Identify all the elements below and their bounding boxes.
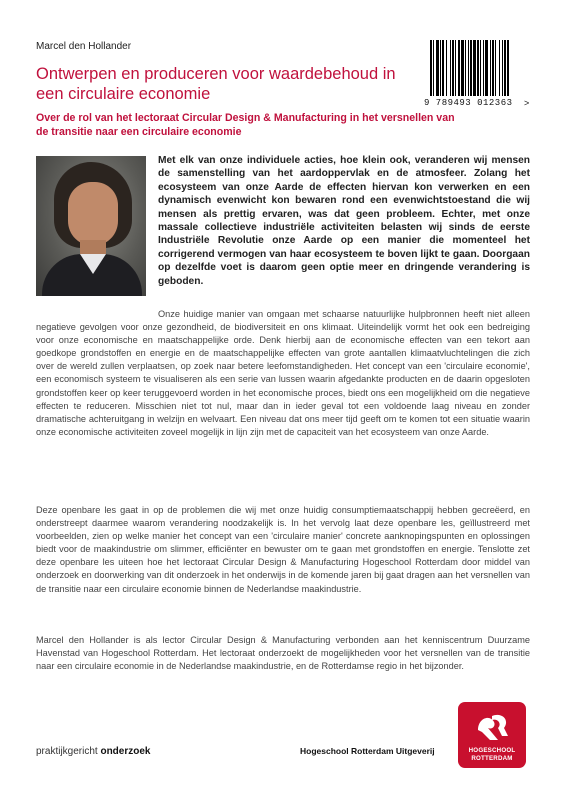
barcode-bar xyxy=(504,40,506,96)
barcode-bar xyxy=(430,40,432,96)
barcode-bar xyxy=(433,40,434,96)
logo-line-1: HOGESCHOOL xyxy=(468,747,516,754)
barcode-bar xyxy=(477,40,479,96)
tagline-light: praktijkgericht xyxy=(36,746,101,757)
barcode-bar xyxy=(442,40,444,96)
barcode-bar xyxy=(485,40,488,96)
barcode-bar xyxy=(480,40,481,96)
tagline-bold: onderzoek xyxy=(100,746,151,757)
body-paragraph-3: Marcel den Hollander is als lector Circular Design & Manufacturing verbonden aan het kenniscentrum Duurzame Havenstad van Hogeschool Rotterdam. Het lectoraat onderzoekt de mogelijkheden voor het versnellen van de transitie naar een circulaire economie in de Nederlandse maakindustrie, en de Rotterdamse regio in het bijzonder. xyxy=(36,635,530,672)
barcode-bar xyxy=(446,40,447,96)
isbn-arrow: > xyxy=(524,98,530,108)
barcode-bar xyxy=(499,40,500,96)
barcode-bar xyxy=(490,40,491,96)
barcode-bar xyxy=(470,40,472,96)
barcode-bar xyxy=(483,40,484,96)
barcode-bar xyxy=(461,40,464,96)
barcode-bar xyxy=(458,40,460,96)
barcode-bar xyxy=(492,40,494,96)
barcode-bar xyxy=(455,40,456,96)
intro-text: Met elk van onze individuele acties, hoe klein ook, veranderen wij mensen de samenstelling van het aardoppervlak en de atmosfeer. Zolang het ecosysteem van onze Aarde de effecten hiervan kon verwerken en een dynamisch evenwicht kon bewaren rond een evenwichtstoestand die wij mensen als prettig ervaren, was dat geen probleem. Echter, met onze massale collectieve industriële activiteiten belasten wij sinds de eerste Industriële Revolutie onze Aarde op een manier die momenteel het corrigerend vermogen van haar ecosysteem te boven lijkt te gaan. Doorgaan op dezelfde voet is daarom geen optie meer en dringende verandering is geboden. xyxy=(158,155,530,287)
hr-emblem-icon xyxy=(472,710,512,744)
barcode-bar xyxy=(507,40,509,96)
author-portrait xyxy=(36,156,146,296)
isbn-number: 9 789493 012363 xyxy=(424,98,513,108)
barcode-bar xyxy=(436,40,439,96)
barcode-bar xyxy=(473,40,476,96)
barcode-bar xyxy=(495,40,496,96)
body-paragraph-1: Onze huidige manier van omgaan met schaarse natuurlijke hulpbronnen heeft niet alleen negatieve gevolgen voor onze gezondheid, de biodiversiteit en ons klimaat. Uiteindelijk vormt het ook een bedreiging voor onze economische en maatschappelijke orde. Denk hierbij aan de economische effecten van een tekort aan goedkope grondstoffen en energie en de maatschappelijke effecten van grote aantallen klimaatvluchtelingen die zich over de wereld zullen verplaatsen, op zoek naar betere leefomstandigheden. Het concept van een 'circulaire economie', een economisch systeem te visualiseren als een serie van lussen waarin afgedankte producten en de daarin opgesloten grondstoffen keer op keer teruggevoerd worden in het economische proces, biedt ons een mogelijkheid om die negatieve effecten te reduceren. Misschien niet tot nul, maar dan in ieder geval tot een voldoende laag niveau en zonder dramatische achteruitgang in welzijn en welvaart. Een niveau dat ons meer tijd geeft om te komen tot een situatie waarin onze economische activiteiten zoveel mogelijk in lijn zijn met de capaciteit van het ecosysteem van onze Aarde. xyxy=(36,309,530,437)
barcode-bars xyxy=(430,40,525,96)
barcode-bar xyxy=(502,40,503,96)
barcode-bar xyxy=(452,40,454,96)
body-paragraph-2: Deze openbare les gaat in op de problemen die wij met onze huidig consumptiemaatschappij hebben gecreëerd, en onderstreept daarmee waarom verandering noodzakelijk is. In het vervolg laat deze openbare les, geïllustreerd met voorbeelden, zien op welke manier het concept van een 'circulaire manier' concrete aanknopingspunten en oplossingen biedt voor de maakindustrie om slimmer, efficiënter en bewuster om te gaan met grondstoffen en energie. Tenslotte zet deze openbare les uiteen hoe het lectoraat Circular Design & Manufacturing Hogeschool Rotterdam door middel van onderzoek en doorwerking van dit onderzoek in het onderwijs in de komende jaren bij gaat dragen aan het versnellen van de transitie naar een circulaire economie binnen de Nederlandse maakindustrie. xyxy=(36,505,530,594)
author-name: Marcel den Hollander xyxy=(36,41,132,52)
book-title: Ontwerpen en produceren voor waardebehoud in een circulaire economie xyxy=(36,65,396,103)
isbn-barcode xyxy=(424,40,532,112)
barcode-bar xyxy=(440,40,441,96)
barcode-bar xyxy=(465,40,466,96)
book-subtitle: Over de rol van het lectoraat Circular Design & Manufacturing in het versnellen van de transitie naar een circulaire economie xyxy=(36,112,455,138)
barcode-bar xyxy=(450,40,451,96)
publisher-name: Hogeschool Rotterdam Uitgeverij xyxy=(300,746,435,756)
barcode-bar xyxy=(468,40,469,96)
logo-line-2: ROTTERDAM xyxy=(471,755,513,762)
series-tagline xyxy=(36,746,150,757)
hogeschool-rotterdam-logo xyxy=(458,702,526,768)
